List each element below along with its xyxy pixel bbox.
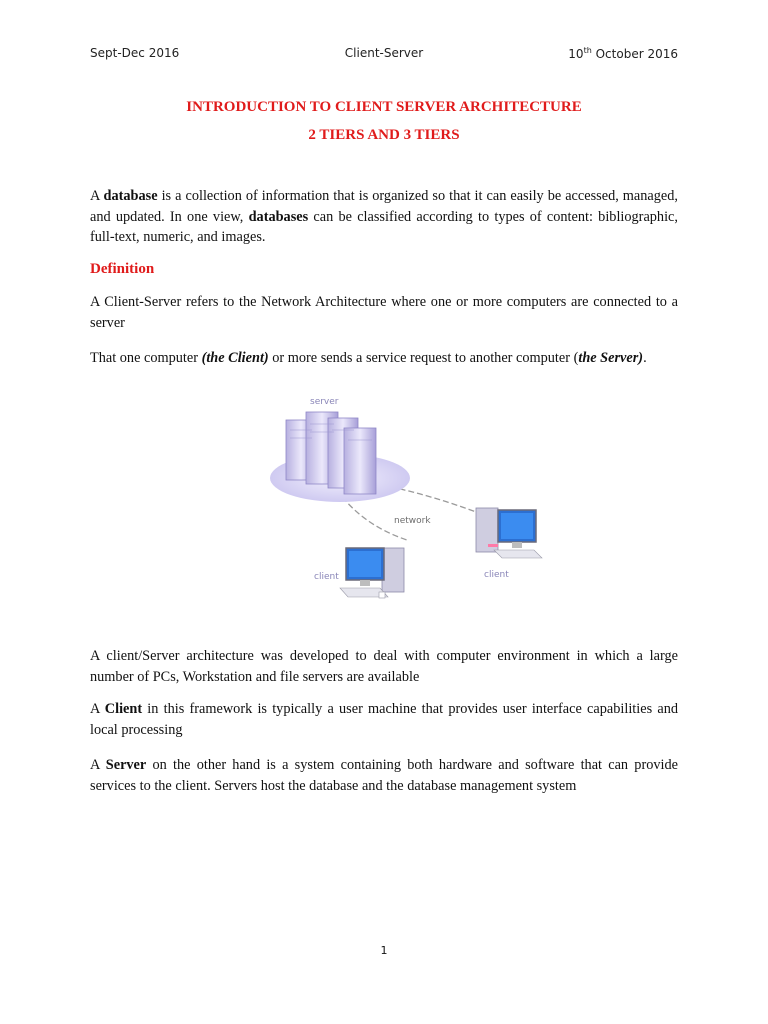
server-def-bold: Server xyxy=(105,757,147,773)
page-number: 1 xyxy=(380,944,388,957)
request-paragraph xyxy=(90,348,678,369)
definition-heading: Definition xyxy=(90,261,155,277)
architecture-paragraph: A client/Server architecture was developed to deal with computer environment in which a large number of PCs, Workstation and file servers are available xyxy=(90,648,678,685)
client-server-diagram xyxy=(262,390,552,608)
server-definition-paragraph xyxy=(90,755,678,796)
server-def-text-2: on the other hand is a system containing both hardware and software that can provide services to the client. Servers host the database and the database management system xyxy=(90,757,678,794)
intro-text-1: A xyxy=(90,188,104,204)
server-def-text-1: A xyxy=(90,757,106,773)
document-title: INTRODUCTION TO CLIENT SERVER ARCHITECTURE xyxy=(186,99,582,115)
client-label-right: client xyxy=(484,570,509,580)
header-date-rest: October 2016 xyxy=(591,47,678,61)
server-label: server xyxy=(310,397,339,407)
client-def-text-2: in this framework is typically a user machine that provides user interface capabilities and local processing xyxy=(90,701,678,738)
client-def-bold: Client xyxy=(104,701,143,717)
client-computer-icon-right xyxy=(476,508,542,558)
header-date-suffix: th xyxy=(583,46,592,55)
header-date xyxy=(568,46,678,61)
intro-text-2: is a collection of information that is organized so that it can easily be accessed, managed, and updated. In one view, xyxy=(90,188,678,225)
document-subtitle: 2 TIERS AND 3 TIERS xyxy=(308,127,460,143)
client-def-text-1: A xyxy=(90,701,105,717)
client-definition-paragraph xyxy=(90,699,678,740)
intro-bold-databases: databases xyxy=(248,208,309,225)
header-topic: Client-Server xyxy=(344,46,424,60)
request-bold-client: (the Client) xyxy=(201,350,269,366)
definition-paragraph: A Client-Server refers to the Network Architecture where one or more computers are connected to a server xyxy=(90,294,678,331)
client-label-left: client xyxy=(314,572,339,582)
client-computer-icon-left xyxy=(340,548,404,598)
header-date-day: 10 xyxy=(568,47,584,61)
network-label: network xyxy=(394,516,431,526)
intro-bold-database: database xyxy=(103,188,158,204)
request-bold-server: the Server) xyxy=(578,350,644,366)
header-date-range: Sept-Dec 2016 xyxy=(90,46,180,60)
intro-paragraph xyxy=(90,186,678,248)
request-text-2: or more sends a service request to another computer ( xyxy=(268,350,579,366)
request-text-1: That one computer xyxy=(90,350,202,366)
request-text-3: . xyxy=(643,350,647,366)
intro-text-3: can be classified according to types of content: bibliographic, full-text, numeric, and images. xyxy=(90,208,678,245)
